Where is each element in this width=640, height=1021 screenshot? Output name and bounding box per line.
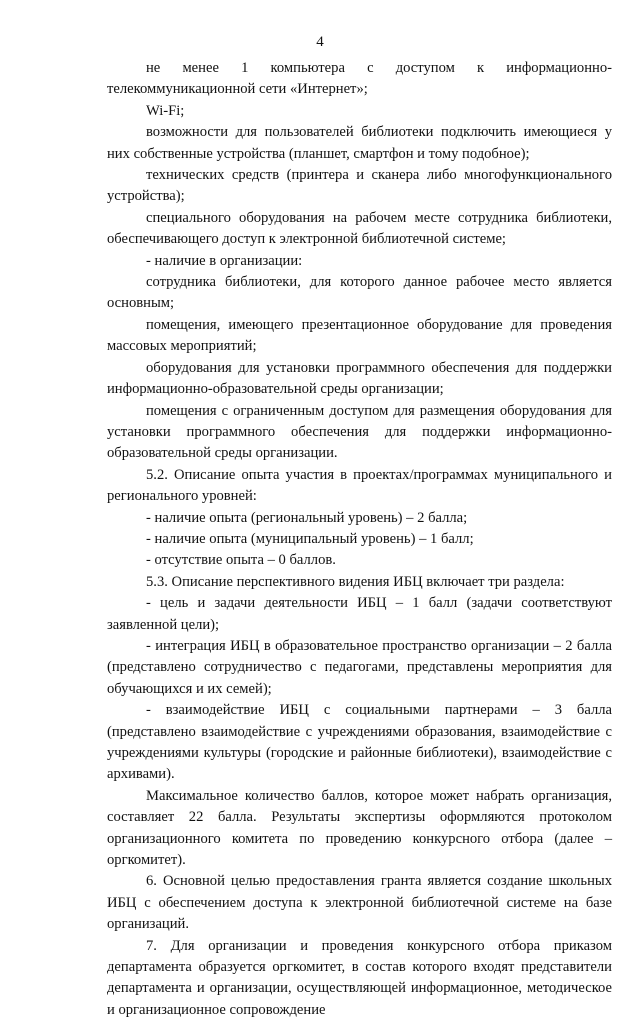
page-number: 4	[316, 34, 324, 50]
paragraph: - отсутствие опыта – 0 баллов.	[146, 552, 336, 569]
paragraph: - взаимодействие ИБЦ с социальными партнерами – 3 балла (представлено взаимодействие с учреждениями образования, взаимодействие с учреждениями культуры (городские и районные библиотеки), взаимодействие с архивами).	[107, 702, 612, 783]
paragraph: 5.2. Описание опыта участия в проектах/программах муниципального и регионального уровней:	[107, 466, 612, 505]
paragraph: возможности для пользователей библиотеки подключить имеющиеся у них собственные устройства (планшет, смартфон и тому подобное);	[107, 124, 612, 162]
paragraph: 5.3. Описание перспективного видения ИБЦ включает три раздела:	[146, 573, 565, 590]
paragraph: специального оборудования на рабочем месте сотрудника библиотеки, обеспечивающего доступ к электронной библиотечной системе;	[107, 209, 612, 248]
paragraph: - наличие опыта (муниципальный уровень) – 1 балл;	[146, 530, 474, 547]
paragraph: не менее 1 компьютера с доступом к информационно-телекоммуникационной сети «Интернет»;	[107, 60, 612, 98]
paragraph: 6. Основной целью предоставления гранта является создание школьных ИБЦ с обеспечением доступа к электронной библиотечной системе на базе организаций.	[107, 873, 612, 933]
paragraph: помещения, имеющего презентационное оборудование для проведения массовых мероприятий;	[107, 316, 612, 355]
paragraph: - наличие в организации:	[146, 252, 303, 269]
paragraph: - наличие опыта (региональный уровень) – 2 балла;	[146, 509, 468, 526]
paragraph: Wi-Fi;	[146, 102, 185, 119]
paragraph: Максимальное количество баллов, которое может набрать организация, составляет 22 балла. Результаты экспертизы оформляются протоколом организационного комитета по проведению конкурсного отбора (далее – оргкомитет).	[107, 787, 612, 869]
paragraph: - интеграция ИБЦ в образовательное пространство организации – 2 балла (представлено сотрудничество с педагогами, представлены мероприятия для обучающихся и их семей);	[107, 637, 612, 697]
paragraph: 7. Для организации и проведения конкурсного отбора приказом департамента образуется оргкомитет, в состав которого входят представители департамента и организации, осуществляющей информационное, методическое и организационное сопровождение	[107, 937, 612, 1018]
paragraph: помещения с ограниченным доступом для размещения оборудования для установки программного обеспечения для поддержки информационно-образовательной среды организации.	[107, 402, 612, 462]
paragraph: сотрудника библиотеки, для которого данное рабочее место является основным;	[107, 274, 612, 312]
paragraph: оборудования для установки программного обеспечения для поддержки информационно-образовательной среды организации;	[107, 359, 612, 398]
paragraph: - цель и задачи деятельности ИБЦ – 1 балл (задачи соответствуют заявленной цели);	[107, 595, 612, 633]
paragraph: технических средств (принтера и сканера либо многофункционального устройства);	[107, 167, 612, 205]
document-body	[107, 58, 612, 1021]
